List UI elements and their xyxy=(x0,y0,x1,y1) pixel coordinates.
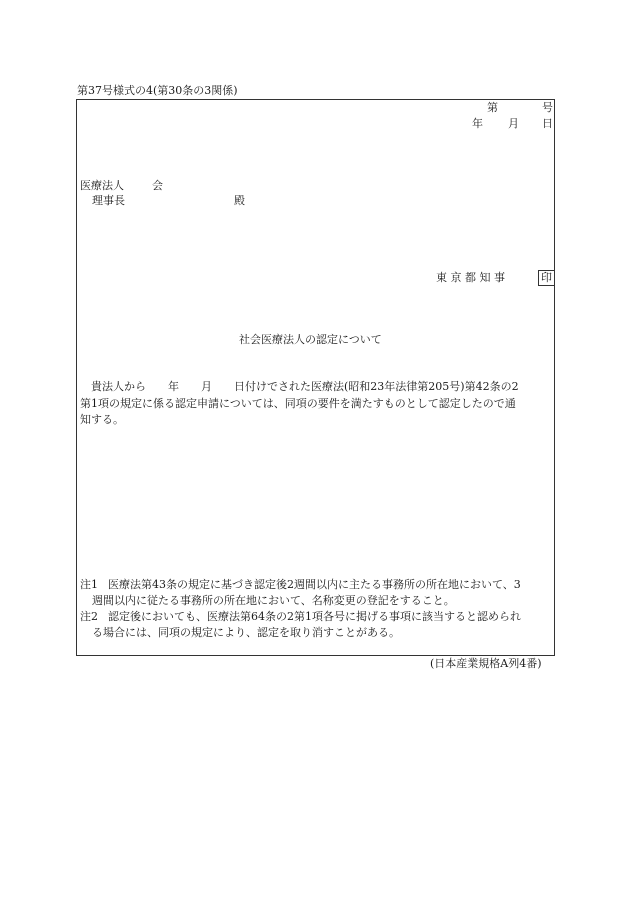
note-line: 認定後においても、医療法第64条の2第1項各号に掲げる事項に該当すると認められ xyxy=(108,610,521,623)
sender-name: 東 京 都 知 事 xyxy=(436,271,505,284)
note-label: 注1 xyxy=(80,578,98,591)
body-line: 貴法人から 年 月 日付けでされた医療法(昭和23年法律第205号)第42条の2 xyxy=(91,380,519,393)
body-paragraph xyxy=(80,379,554,429)
footer-note: (日本産業規格A列4番) xyxy=(430,657,542,670)
form-frame xyxy=(76,99,555,656)
addressee-title: 理事長 xyxy=(92,194,125,207)
note-line: 週間以内に従たる事務所の所在地において、名称変更の登記をすること。 xyxy=(92,594,455,607)
date-month: 月 xyxy=(508,117,519,130)
body-line: 第1項の規定に係る認定申請については、同項の要件を満たすものとして認定したので通 xyxy=(80,396,516,410)
seal-mark: 印 xyxy=(538,270,555,286)
date-day: 日 xyxy=(542,117,553,130)
addressee-org-prefix: 医療法人 xyxy=(80,179,124,192)
notes xyxy=(80,577,554,641)
doc-number-prefix: 第 xyxy=(487,101,498,114)
addressee-honorific: 殿 xyxy=(234,194,245,207)
form-id: 第37号様式の4(第30条の3関係) xyxy=(77,84,238,97)
body-line: 知する。 xyxy=(80,413,124,426)
addressee-org-suffix: 会 xyxy=(152,179,163,192)
note-label: 注2 xyxy=(80,610,98,623)
note-item xyxy=(80,577,554,609)
subject: 社会医療法人の認定について xyxy=(239,333,382,346)
doc-number-suffix: 号 xyxy=(542,101,553,114)
note-line: る場合には、同項の規定により、認定を取り消すことがある。 xyxy=(92,626,400,639)
note-item xyxy=(80,609,554,641)
note-line: 医療法第43条の規定に基づき認定後2週間以内に主たる事務所の所在地において、3 xyxy=(108,578,521,591)
date-year: 年 xyxy=(472,117,483,130)
